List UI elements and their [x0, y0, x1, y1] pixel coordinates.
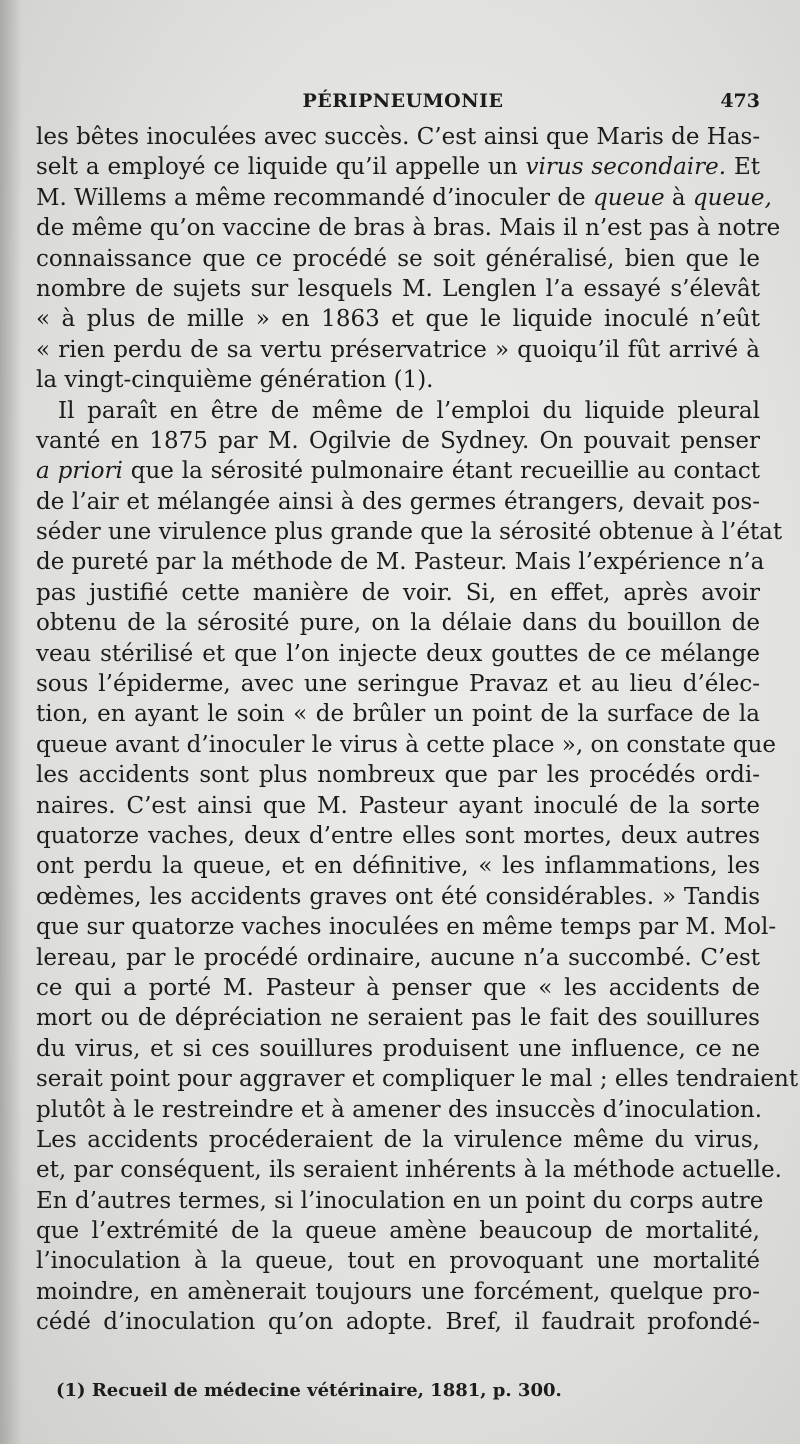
page-number: 473 [720, 90, 760, 112]
text-line [36, 1003, 760, 1033]
italic-text: queue [592, 184, 665, 211]
text-run: serait point pour aggraver et compliquer le mal ; elles tendraient [36, 1066, 799, 1093]
text-line [36, 1307, 760, 1337]
text-run: la vingt-cinquième génération (1). [36, 367, 434, 394]
text-line [36, 943, 760, 973]
text-line [36, 882, 760, 912]
text-run: plutôt à le restreindre et à amener des insuccès d’inoculation. [36, 1096, 763, 1123]
footnote: (1) Recueil de médecine vétérinaire, 1881, p. 300. [56, 1380, 562, 1401]
text-line [36, 791, 760, 821]
text-run: Et [726, 154, 761, 181]
text-line [36, 1064, 799, 1094]
text-run: mort ou de dépréciation ne seraient pas le fait des souillures [36, 1005, 760, 1032]
text-run: lereau, par le procédé ordinaire, aucune n’a succombé. C’est [36, 944, 760, 971]
running-title: PÉRIPNEUMONIE [302, 90, 504, 112]
text-line [36, 851, 760, 881]
text-line [36, 487, 760, 517]
text-run: vanté en 1875 par M. Ogilvie de Sydney. On pouvait penser [36, 427, 760, 454]
text-line [36, 1186, 764, 1216]
text-run: « rien perdu de sa vertu préservatrice » quoiqu’il fût arrivé à [36, 336, 760, 363]
text-line [36, 244, 760, 274]
text-run: séder une virulence plus grande que la sérosité obtenue à l’état [36, 519, 783, 546]
text-run: les accidents sont plus nombreux que par les procédés ordi- [36, 762, 760, 789]
text-run: du virus, et si ces souillures produisent une influence, ce ne [36, 1035, 760, 1062]
text-line [36, 152, 760, 182]
text-line [36, 639, 760, 669]
text-line [36, 122, 760, 152]
text-run: « à plus de mille » en 1863 et que le liquide inoculé n’eût [36, 306, 760, 333]
text-line [36, 183, 772, 213]
text-run: de même qu’on vaccine de bras à bras. Mais il n’est pas à notre [36, 215, 781, 242]
text-run: quatorze vaches, deux d’entre elles sont mortes, deux autres [36, 822, 760, 849]
text-run: ce qui a porté M. Pasteur à penser que « les accidents de [36, 974, 760, 1001]
text-run: Les accidents procéderaient de la virulence même du virus, [36, 1126, 760, 1153]
text-run: veau stérilisé et que l’on injecte deux gouttes de ce mélange [36, 640, 760, 667]
text-line [36, 1155, 782, 1185]
text-run: connaissance que ce procédé se soit généralisé, bien que le [36, 245, 760, 272]
text-line [36, 365, 760, 395]
text-run: En d’autres termes, si l’inoculation en un point du corps autre [36, 1187, 764, 1214]
text-run: naires. C’est ainsi que M. Pasteur ayant inoculé de la sorte [36, 792, 760, 819]
text-line [36, 274, 760, 304]
text-run: ont perdu la queue, et en définitive, « les inflammations, les [36, 853, 760, 880]
text-line [36, 456, 760, 486]
text-run: Il paraît en être de même de l’emploi du liquide pleural [58, 397, 760, 424]
text-line [36, 578, 760, 608]
italic-text: a priori [36, 458, 123, 485]
text-run: nombre de sujets sur lesquels M. Lenglen l’a essayé s’élevât [36, 275, 760, 302]
text-line [36, 547, 765, 577]
text-line [36, 973, 760, 1003]
text-line [36, 517, 783, 547]
text-line [36, 1125, 760, 1155]
text-line [36, 335, 760, 365]
text-line [36, 760, 760, 790]
text-run: cédé d’inoculation qu’on adopte. Bref, il faudrait profondé- [36, 1309, 760, 1336]
text-run: que l’extrémité de la queue amène beaucoup de mortalité, [36, 1218, 760, 1245]
text-line [36, 608, 760, 638]
italic-text: virus secondaire. [525, 154, 727, 181]
text-line [36, 1216, 760, 1246]
text-line [36, 699, 760, 729]
italic-text: queue, [692, 184, 772, 211]
text-run: les bêtes inoculées avec succès. C’est ainsi que Maris de Has- [36, 124, 761, 150]
text-line [36, 1277, 760, 1307]
text-run: moindre, en amènerait toujours une forcément, quelque pro- [36, 1278, 760, 1305]
text-line [36, 426, 760, 456]
text-run: obtenu de la sérosité pure, on la délaie dans du bouillon de [36, 610, 760, 637]
text-run: l’inoculation à la queue, tout en provoquant une mortalité [36, 1248, 760, 1275]
text-run: de pureté par la méthode de M. Pasteur. Mais l’expérience n’a [36, 549, 765, 576]
text-line [36, 912, 777, 942]
text-line [36, 669, 760, 699]
text-run: tion, en ayant le soin « de brûler un point de la surface de la [36, 701, 760, 728]
text-line [36, 213, 781, 243]
text-line [36, 396, 760, 426]
text-run: de l’air et mélangée ainsi à des germes étrangers, devait pos- [36, 488, 760, 515]
text-line [36, 1246, 760, 1276]
text-run: M. Willems a même recommandé d’inoculer de [36, 184, 593, 211]
text-run: que sur quatorze vaches inoculées en même temps par M. Mol- [36, 914, 777, 941]
text-line [36, 1095, 763, 1125]
text-run: sous l’épiderme, avec une seringue Pravaz et au lieu d’élec- [36, 671, 760, 698]
text-run: selt a employé ce liquide qu’il appelle un [36, 154, 526, 181]
text-run: et, par conséquent, ils seraient inhérents à la méthode actuelle. [36, 1157, 782, 1184]
text-line [36, 1034, 760, 1064]
body-text [36, 122, 799, 1338]
text-run: que la sérosité pulmonaire étant recueillie au contact [122, 458, 761, 485]
text-run: à [664, 184, 693, 211]
text-line [36, 821, 760, 851]
running-header [36, 90, 760, 116]
text-run: queue avant d’inoculer le virus à cette place », on constate que [36, 731, 777, 758]
text-line [36, 304, 760, 334]
text-run: pas justifié cette manière de voir. Si, en effet, après avoir [36, 579, 760, 606]
text-line [36, 730, 777, 760]
text-run: œdèmes, les accidents graves ont été considérables. » Tandis [36, 883, 760, 910]
